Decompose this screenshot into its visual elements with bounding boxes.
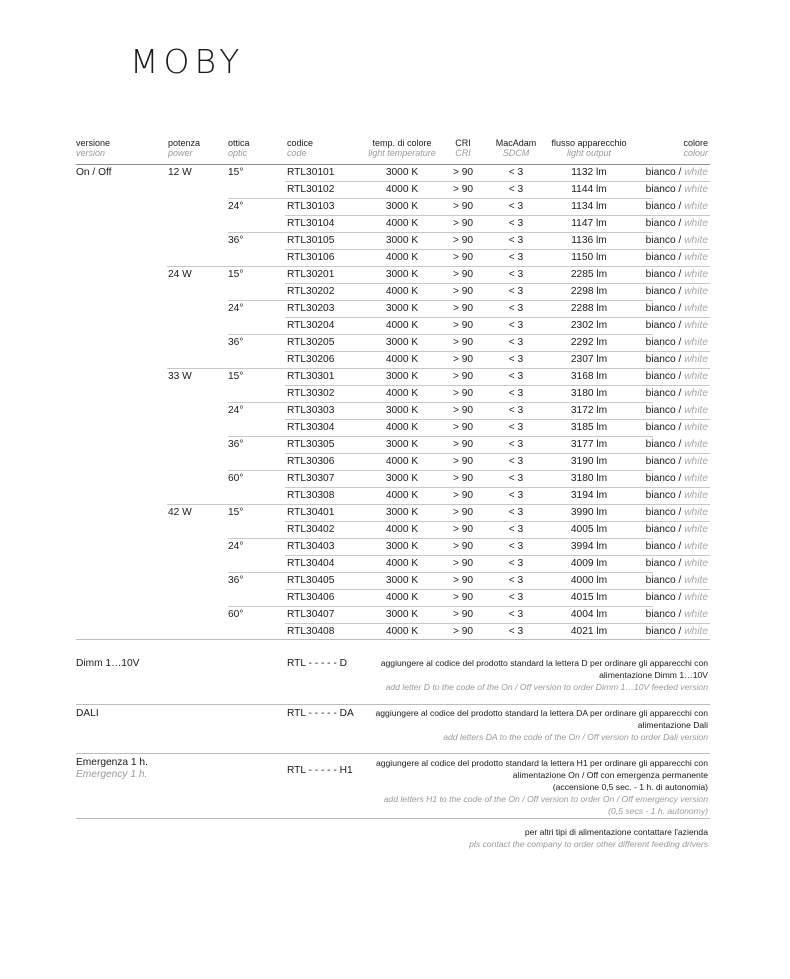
sdcm-cell: < 3 bbox=[508, 235, 524, 246]
cri-cell: > 90 bbox=[452, 354, 474, 365]
sdcm-cell: < 3 bbox=[508, 626, 524, 637]
table-row bbox=[0, 351, 790, 368]
colour-it: bianco / bbox=[645, 201, 682, 212]
colour-cell bbox=[646, 487, 708, 504]
table-row bbox=[0, 402, 790, 419]
table-row bbox=[0, 453, 790, 470]
sdcm-cell: < 3 bbox=[508, 252, 524, 263]
sdcm-cell: < 3 bbox=[508, 201, 524, 212]
optic-cell: 36° bbox=[228, 439, 244, 450]
colour-cell bbox=[646, 419, 708, 436]
flux-cell: 1136 lm bbox=[571, 235, 607, 246]
dimm-note: aggiungere al codice del prodotto standard la lettera D per ordinare gli apparecchi con alimentazione Dimm 1…10V add letter D to the code of the On / Off version to order Dimm 1…10V feeded version bbox=[380, 658, 708, 692]
optic-cell: 36° bbox=[228, 337, 244, 348]
cri-cell: > 90 bbox=[452, 201, 474, 212]
colour-cell bbox=[646, 232, 708, 249]
flux-cell: 1150 lm bbox=[571, 252, 607, 263]
dali-note: aggiungere al codice del prodotto standard la lettera DA per ordinare gli apparecchi con alimentazione Dali add letters DA to the code of the On / Off version to order Dali version bbox=[375, 708, 708, 742]
optic-cell: 15° bbox=[228, 269, 244, 280]
colour-en: white bbox=[684, 303, 708, 314]
cri-cell: > 90 bbox=[452, 524, 474, 535]
temperature-cell: 3000 K bbox=[385, 303, 419, 314]
dimm-code: RTL - - - - - D bbox=[287, 658, 347, 669]
code-cell: RTL30407 bbox=[287, 609, 335, 620]
cri-cell: > 90 bbox=[452, 541, 474, 552]
colour-it: bianco / bbox=[645, 235, 682, 246]
colour-it: bianco / bbox=[645, 609, 682, 620]
colour-en: white bbox=[684, 439, 708, 450]
table-row bbox=[0, 283, 790, 300]
table-row bbox=[0, 623, 790, 640]
colour-it: bianco / bbox=[645, 558, 682, 569]
code-cell: RTL30308 bbox=[287, 490, 335, 501]
flux-cell: 4005 lm bbox=[570, 524, 608, 535]
table-row bbox=[0, 368, 790, 385]
colour-en: white bbox=[684, 269, 708, 280]
temperature-cell: 3000 K bbox=[385, 337, 419, 348]
temperature-cell: 4000 K bbox=[385, 592, 419, 603]
temperature-cell: 4000 K bbox=[385, 558, 419, 569]
colour-it: bianco / bbox=[645, 422, 682, 433]
table-row bbox=[0, 487, 790, 504]
header-code: codice code bbox=[287, 138, 314, 158]
sdcm-cell: < 3 bbox=[508, 422, 524, 433]
temperature-cell: 4000 K bbox=[385, 422, 419, 433]
power-cell: 42 W bbox=[168, 507, 192, 518]
temperature-cell: 4000 K bbox=[385, 354, 419, 365]
code-cell: RTL30202 bbox=[287, 286, 335, 297]
code-cell: RTL30306 bbox=[287, 456, 335, 467]
colour-en: white bbox=[684, 371, 708, 382]
header-version: versione version bbox=[76, 138, 111, 158]
cri-cell: > 90 bbox=[452, 439, 474, 450]
temperature-cell: 3000 K bbox=[385, 235, 419, 246]
flux-cell: 4004 lm bbox=[570, 609, 608, 620]
sdcm-cell: < 3 bbox=[508, 490, 524, 501]
table-row bbox=[0, 589, 790, 606]
sdcm-cell: < 3 bbox=[508, 269, 524, 280]
colour-cell bbox=[646, 351, 708, 368]
colour-en: white bbox=[684, 507, 708, 518]
colour-cell bbox=[646, 538, 708, 555]
cri-cell: > 90 bbox=[452, 575, 474, 586]
code-cell: RTL30302 bbox=[287, 388, 335, 399]
colour-en: white bbox=[684, 558, 708, 569]
colour-it: bianco / bbox=[645, 252, 682, 263]
flux-cell: 3172 lm bbox=[570, 405, 608, 416]
flux-cell: 3177 lm bbox=[570, 439, 608, 450]
header-sdcm: MacAdam SDCM bbox=[495, 138, 537, 158]
code-cell: RTL30304 bbox=[287, 422, 335, 433]
cri-cell: > 90 bbox=[452, 388, 474, 399]
code-cell: RTL30201 bbox=[287, 269, 335, 280]
colour-en: white bbox=[684, 422, 708, 433]
optic-cell: 60° bbox=[228, 473, 244, 484]
code-cell: RTL30403 bbox=[287, 541, 335, 552]
sdcm-cell: < 3 bbox=[508, 405, 524, 416]
flux-cell: 2302 lm bbox=[570, 320, 608, 331]
temperature-cell: 3000 K bbox=[385, 201, 419, 212]
optic-cell: 36° bbox=[228, 235, 244, 246]
code-cell: RTL30405 bbox=[287, 575, 335, 586]
table-row bbox=[0, 334, 790, 351]
colour-en: white bbox=[684, 524, 708, 535]
code-cell: RTL30305 bbox=[287, 439, 335, 450]
colour-cell bbox=[646, 317, 708, 334]
code-cell: RTL30102 bbox=[287, 184, 335, 195]
table-row bbox=[0, 249, 790, 266]
colour-en: white bbox=[684, 337, 708, 348]
optic-cell: 15° bbox=[228, 167, 244, 178]
colour-it: bianco / bbox=[645, 286, 682, 297]
table-row bbox=[0, 572, 790, 589]
sdcm-cell: < 3 bbox=[508, 184, 524, 195]
sdcm-cell: < 3 bbox=[508, 303, 524, 314]
code-cell: RTL30104 bbox=[287, 218, 335, 229]
footer-note: per altri tipi di alimentazione contattare l'azienda pls contact the company to order other different feeding drivers bbox=[469, 827, 708, 849]
cri-cell: > 90 bbox=[452, 252, 474, 263]
cri-cell: > 90 bbox=[452, 422, 474, 433]
flux-cell: 3990 lm bbox=[570, 507, 608, 518]
colour-cell bbox=[646, 436, 708, 453]
flux-cell: 3190 lm bbox=[570, 456, 608, 467]
colour-it: bianco / bbox=[645, 507, 682, 518]
table-row bbox=[0, 606, 790, 623]
flux-cell: 2307 lm bbox=[570, 354, 608, 365]
emergency-note: aggiungere al codice del prodotto standard la lettera H1 per ordinare gli apparecchi con alimentazione On / Off con emergenza permanente (accensione 0,5 sec. - 1 h. di autonomia) add letters H1 to the code of the On / Off version to order On / Off emergency version (0,5 secs - 1 h. autonomy) bbox=[375, 758, 708, 816]
colour-cell bbox=[646, 266, 708, 283]
sdcm-cell: < 3 bbox=[508, 609, 524, 620]
colour-en: white bbox=[684, 456, 708, 467]
temperature-cell: 3000 K bbox=[385, 439, 419, 450]
colour-en: white bbox=[684, 354, 708, 365]
table-row bbox=[0, 504, 790, 521]
optic-cell: 24° bbox=[228, 303, 244, 314]
cri-cell: > 90 bbox=[452, 371, 474, 382]
sdcm-cell: < 3 bbox=[508, 286, 524, 297]
optic-cell: 60° bbox=[228, 609, 244, 620]
colour-cell bbox=[646, 521, 708, 538]
table-row bbox=[0, 385, 790, 402]
colour-it: bianco / bbox=[645, 473, 682, 484]
optic-cell: 24° bbox=[228, 405, 244, 416]
optic-cell: 24° bbox=[228, 201, 244, 212]
optic-cell: 15° bbox=[228, 371, 244, 382]
table-row bbox=[0, 164, 790, 181]
temperature-cell: 4000 K bbox=[385, 252, 419, 263]
cri-cell: > 90 bbox=[452, 609, 474, 620]
flux-cell: 3194 lm bbox=[570, 490, 608, 501]
table-row bbox=[0, 300, 790, 317]
colour-cell bbox=[646, 368, 708, 385]
table-row bbox=[0, 419, 790, 436]
sdcm-cell: < 3 bbox=[508, 337, 524, 348]
colour-en: white bbox=[684, 592, 708, 603]
colour-en: white bbox=[684, 609, 708, 620]
code-cell: RTL30406 bbox=[287, 592, 335, 603]
flux-cell: 3994 lm bbox=[570, 541, 608, 552]
temperature-cell: 3000 K bbox=[385, 269, 419, 280]
colour-it: bianco / bbox=[645, 490, 682, 501]
table-row bbox=[0, 521, 790, 538]
colour-it: bianco / bbox=[645, 439, 682, 450]
cri-cell: > 90 bbox=[452, 473, 474, 484]
colour-it: bianco / bbox=[645, 218, 682, 229]
header-optic: ottica optic bbox=[228, 138, 250, 158]
header-flux: flusso apparecchio light output bbox=[551, 138, 627, 158]
table-row bbox=[0, 317, 790, 334]
colour-it: bianco / bbox=[645, 541, 682, 552]
dali-label: DALI bbox=[76, 708, 99, 719]
code-cell: RTL30404 bbox=[287, 558, 335, 569]
colour-it: bianco / bbox=[645, 303, 682, 314]
optic-cell: 36° bbox=[228, 575, 244, 586]
flux-cell: 3180 lm bbox=[570, 473, 608, 484]
sdcm-cell: < 3 bbox=[508, 456, 524, 467]
sdcm-cell: < 3 bbox=[508, 592, 524, 603]
header-power: potenza power bbox=[168, 138, 201, 158]
table-row bbox=[0, 470, 790, 487]
colour-cell bbox=[646, 283, 708, 300]
power-cell: 24 W bbox=[168, 269, 192, 280]
colour-cell bbox=[646, 215, 708, 232]
table-row bbox=[0, 555, 790, 572]
section-divider bbox=[76, 753, 710, 754]
table-row bbox=[0, 436, 790, 453]
sdcm-cell: < 3 bbox=[508, 558, 524, 569]
colour-en: white bbox=[684, 286, 708, 297]
colour-cell bbox=[646, 470, 708, 487]
colour-cell bbox=[646, 181, 708, 198]
cri-cell: > 90 bbox=[452, 507, 474, 518]
code-cell: RTL30401 bbox=[287, 507, 335, 518]
flux-cell: 2292 lm bbox=[570, 337, 608, 348]
cri-cell: > 90 bbox=[452, 218, 474, 229]
colour-it: bianco / bbox=[645, 184, 682, 195]
cri-cell: > 90 bbox=[452, 456, 474, 467]
header-temperature: temp. di colore light temperature bbox=[368, 138, 436, 158]
colour-cell bbox=[646, 572, 708, 589]
temperature-cell: 4000 K bbox=[385, 218, 419, 229]
cri-cell: > 90 bbox=[452, 337, 474, 348]
flux-cell: 2288 lm bbox=[570, 303, 608, 314]
sdcm-cell: < 3 bbox=[508, 473, 524, 484]
colour-en: white bbox=[684, 626, 708, 637]
optic-cell: 24° bbox=[228, 541, 244, 552]
code-cell: RTL30206 bbox=[287, 354, 335, 365]
colour-en: white bbox=[684, 541, 708, 552]
colour-cell bbox=[646, 606, 708, 623]
temperature-cell: 3000 K bbox=[385, 167, 419, 178]
optic-cell: 15° bbox=[228, 507, 244, 518]
flux-cell: 1144 lm bbox=[571, 184, 607, 195]
colour-it: bianco / bbox=[645, 405, 682, 416]
flux-cell: 4000 lm bbox=[570, 575, 608, 586]
temperature-cell: 4000 K bbox=[385, 456, 419, 467]
table-row bbox=[0, 266, 790, 283]
flux-cell: 4015 lm bbox=[570, 592, 608, 603]
colour-en: white bbox=[684, 473, 708, 484]
table-row bbox=[0, 198, 790, 215]
colour-it: bianco / bbox=[645, 269, 682, 280]
section-divider bbox=[76, 704, 710, 705]
colour-en: white bbox=[684, 490, 708, 501]
colour-it: bianco / bbox=[645, 354, 682, 365]
sdcm-cell: < 3 bbox=[508, 575, 524, 586]
code-cell: RTL30408 bbox=[287, 626, 335, 637]
table-row bbox=[0, 538, 790, 555]
flux-cell: 3185 lm bbox=[570, 422, 608, 433]
colour-it: bianco / bbox=[645, 167, 682, 178]
colour-cell bbox=[646, 623, 708, 640]
section-divider bbox=[76, 639, 710, 640]
colour-it: bianco / bbox=[645, 456, 682, 467]
colour-cell bbox=[646, 385, 708, 402]
colour-cell bbox=[646, 164, 708, 181]
sdcm-cell: < 3 bbox=[508, 439, 524, 450]
sdcm-cell: < 3 bbox=[508, 371, 524, 382]
cri-cell: > 90 bbox=[452, 269, 474, 280]
colour-it: bianco / bbox=[645, 371, 682, 382]
sdcm-cell: < 3 bbox=[508, 320, 524, 331]
power-cell: 12 W bbox=[168, 167, 192, 178]
temperature-cell: 3000 K bbox=[385, 405, 419, 416]
code-cell: RTL30106 bbox=[287, 252, 335, 263]
temperature-cell: 4000 K bbox=[385, 524, 419, 535]
flux-cell: 2298 lm bbox=[570, 286, 608, 297]
cri-cell: > 90 bbox=[452, 626, 474, 637]
temperature-cell: 3000 K bbox=[385, 541, 419, 552]
cri-cell: > 90 bbox=[452, 320, 474, 331]
sdcm-cell: < 3 bbox=[508, 524, 524, 535]
table-row bbox=[0, 181, 790, 198]
cri-cell: > 90 bbox=[452, 303, 474, 314]
sdcm-cell: < 3 bbox=[508, 167, 524, 178]
code-cell: RTL30301 bbox=[287, 371, 335, 382]
flux-cell: 1147 lm bbox=[571, 218, 607, 229]
cri-cell: > 90 bbox=[452, 286, 474, 297]
colour-cell bbox=[646, 453, 708, 470]
colour-en: white bbox=[684, 405, 708, 416]
colour-en: white bbox=[684, 575, 708, 586]
temperature-cell: 4000 K bbox=[385, 490, 419, 501]
sdcm-cell: < 3 bbox=[508, 541, 524, 552]
section-divider bbox=[76, 818, 710, 819]
colour-it: bianco / bbox=[645, 575, 682, 586]
temperature-cell: 3000 K bbox=[385, 473, 419, 484]
emergency-label: Emergenza 1 h. Emergency 1 h. bbox=[76, 757, 148, 780]
colour-cell bbox=[646, 249, 708, 266]
temperature-cell: 4000 K bbox=[385, 626, 419, 637]
code-cell: RTL30203 bbox=[287, 303, 335, 314]
code-cell: RTL30307 bbox=[287, 473, 335, 484]
colour-it: bianco / bbox=[645, 524, 682, 535]
dimm-label: Dimm 1…10V bbox=[76, 658, 140, 669]
colour-cell bbox=[646, 504, 708, 521]
colour-en: white bbox=[684, 201, 708, 212]
colour-cell bbox=[646, 402, 708, 419]
colour-en: white bbox=[684, 184, 708, 195]
temperature-cell: 3000 K bbox=[385, 609, 419, 620]
colour-it: bianco / bbox=[645, 337, 682, 348]
emergency-code: RTL - - - - - H1 bbox=[287, 765, 353, 776]
flux-cell: 1132 lm bbox=[571, 167, 607, 178]
header-cri: CRI CRI bbox=[455, 138, 471, 158]
temperature-cell: 3000 K bbox=[385, 575, 419, 586]
temperature-cell: 3000 K bbox=[385, 371, 419, 382]
cri-cell: > 90 bbox=[452, 592, 474, 603]
colour-cell bbox=[646, 198, 708, 215]
cri-cell: > 90 bbox=[452, 235, 474, 246]
cri-cell: > 90 bbox=[452, 490, 474, 501]
temperature-cell: 3000 K bbox=[385, 507, 419, 518]
code-cell: RTL30402 bbox=[287, 524, 335, 535]
brand-logo: MOBY bbox=[130, 42, 245, 81]
code-cell: RTL30101 bbox=[287, 167, 335, 178]
colour-en: white bbox=[684, 252, 708, 263]
flux-cell: 3180 lm bbox=[570, 388, 608, 399]
flux-cell: 2285 lm bbox=[570, 269, 608, 280]
flux-cell: 4009 lm bbox=[570, 558, 608, 569]
sdcm-cell: < 3 bbox=[508, 388, 524, 399]
cri-cell: > 90 bbox=[452, 184, 474, 195]
dali-code: RTL - - - - - DA bbox=[287, 708, 354, 719]
table-row bbox=[0, 232, 790, 249]
flux-cell: 4021 lm bbox=[570, 626, 608, 637]
cri-cell: > 90 bbox=[452, 558, 474, 569]
colour-en: white bbox=[684, 218, 708, 229]
temperature-cell: 4000 K bbox=[385, 286, 419, 297]
sdcm-cell: < 3 bbox=[508, 507, 524, 518]
flux-cell: 3168 lm bbox=[570, 371, 608, 382]
header-colour: colore colour bbox=[683, 138, 708, 158]
sdcm-cell: < 3 bbox=[508, 218, 524, 229]
colour-it: bianco / bbox=[645, 592, 682, 603]
colour-en: white bbox=[684, 388, 708, 399]
code-cell: RTL30303 bbox=[287, 405, 335, 416]
cri-cell: > 90 bbox=[452, 405, 474, 416]
code-cell: RTL30205 bbox=[287, 337, 335, 348]
colour-it: bianco / bbox=[645, 626, 682, 637]
code-cell: RTL30204 bbox=[287, 320, 335, 331]
code-cell: RTL30103 bbox=[287, 201, 335, 212]
colour-cell bbox=[646, 555, 708, 572]
colour-it: bianco / bbox=[645, 388, 682, 399]
cri-cell: > 90 bbox=[452, 167, 474, 178]
colour-cell bbox=[646, 589, 708, 606]
colour-cell bbox=[646, 300, 708, 317]
table-row bbox=[0, 215, 790, 232]
colour-en: white bbox=[684, 235, 708, 246]
colour-it: bianco / bbox=[645, 320, 682, 331]
colour-cell bbox=[646, 334, 708, 351]
temperature-cell: 4000 K bbox=[385, 388, 419, 399]
power-cell: 33 W bbox=[168, 371, 192, 382]
code-cell: RTL30105 bbox=[287, 235, 335, 246]
version-label: On / Off bbox=[76, 167, 112, 178]
sdcm-cell: < 3 bbox=[508, 354, 524, 365]
temperature-cell: 4000 K bbox=[385, 184, 419, 195]
flux-cell: 1134 lm bbox=[571, 201, 607, 212]
colour-en: white bbox=[684, 320, 708, 331]
temperature-cell: 4000 K bbox=[385, 320, 419, 331]
colour-en: white bbox=[684, 167, 708, 178]
